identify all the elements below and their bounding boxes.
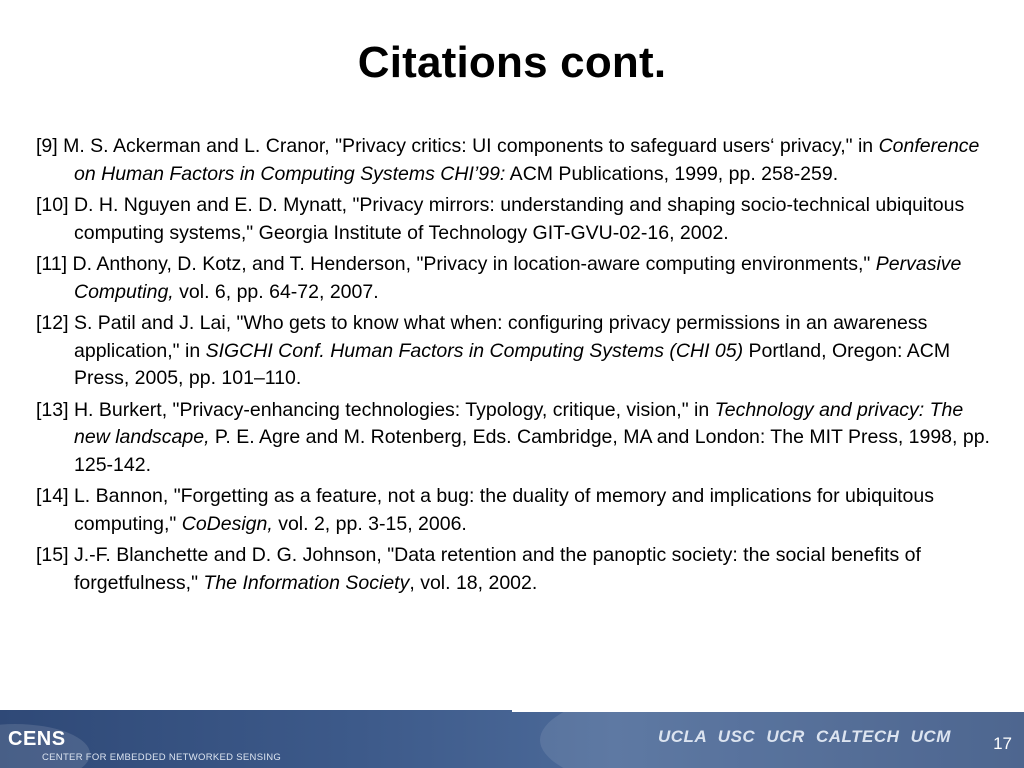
slide-title: Citations cont. bbox=[357, 38, 667, 87]
citation-venue: SIGCHI Conf. Human Factors in Computing Systems (CHI 05) bbox=[205, 339, 744, 362]
partner-universities: UCLA USC UCR CALTECH UCM bbox=[658, 727, 951, 746]
citation-item bbox=[36, 397, 991, 480]
page-number: 17 bbox=[993, 734, 1012, 753]
org-name: CENTER FOR EMBEDDED NETWORKED SENSING bbox=[42, 752, 282, 763]
citation-details: ACM Publications, 1999, pp. 258-259. bbox=[505, 162, 839, 185]
cens-logo: CENS bbox=[8, 728, 66, 750]
citation-venue: Technology and privacy: The new landscape, bbox=[74, 398, 964, 448]
citation-details: vol. 2, pp. 3-15, 2006. bbox=[272, 512, 467, 535]
citation-details: Portland, Oregon: ACM Press, 2005, pp. 101–110. bbox=[74, 339, 951, 389]
citation-item bbox=[36, 133, 991, 188]
citation-item bbox=[36, 542, 991, 597]
citation-venue: Conference on Human Factors in Computing Systems CHI’99: bbox=[74, 135, 980, 185]
citation-item bbox=[36, 251, 991, 306]
citation-text: [12] S. Patil and J. Lai, "Who gets to know what when: configuring privacy permissions in an awareness application," in bbox=[36, 312, 928, 362]
footer-divider bbox=[512, 710, 1024, 712]
citation-details: P. E. Agre and M. Rotenberg, Eds. Cambridge, MA and London: The MIT Press, 1998, pp. 125-142. bbox=[74, 426, 990, 476]
citation-text: [13] H. Burkert, "Privacy-enhancing technologies: Typology, critique, vision," in bbox=[36, 398, 715, 421]
citation-details: vol. 6, pp. 64-72, 2007. bbox=[173, 280, 379, 303]
citation-details: , vol. 18, 2002. bbox=[409, 571, 538, 594]
citation-list bbox=[36, 133, 991, 601]
citation-text: [15] J.-F. Blanchette and D. G. Johnson, "Data retention and the panoptic society: the social benefits of forgetfulness," bbox=[36, 544, 921, 594]
citation-text: [11] D. Anthony, D. Kotz, and T. Henderson, "Privacy in location-aware computing environments," bbox=[36, 253, 876, 275]
slide-footer bbox=[0, 710, 1024, 768]
citation-item bbox=[36, 483, 991, 538]
citation-text: [9] M. S. Ackerman and L. Cranor, "Privacy critics: UI components to safeguard users‘ privacy," in bbox=[36, 135, 879, 157]
citation-text: [14] L. Bannon, "Forgetting as a feature, not a bug: the duality of memory and implications for ubiquitous computing," bbox=[36, 485, 934, 535]
citation-text: [10] D. H. Nguyen and E. D. Mynatt, "Privacy mirrors: understanding and shaping socio-technical ubiquitous computing systems," Georgia Institute of Technology GIT-GVU-02-16, 2002. bbox=[36, 194, 965, 244]
citation-venue: The Information Society bbox=[203, 571, 410, 594]
citation-venue: CoDesign, bbox=[181, 512, 273, 535]
citation-item bbox=[36, 310, 991, 393]
citation-venue: Pervasive Computing, bbox=[74, 253, 962, 303]
citation-item bbox=[36, 192, 991, 247]
